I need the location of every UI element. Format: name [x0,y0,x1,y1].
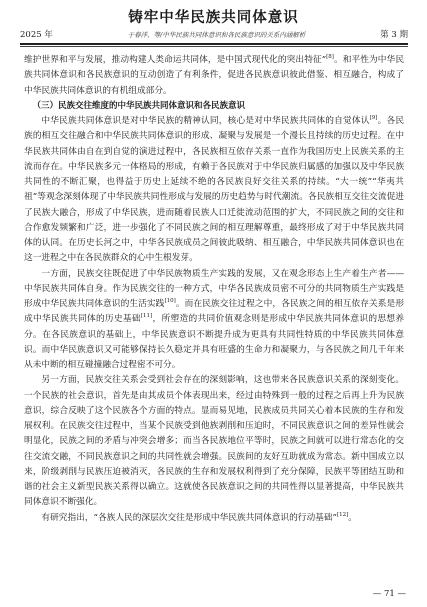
paragraph: 另一方面，民族交往关系会受到社会存在的深刻影响，这也带来各民族意识关系的深刻变化。一个民族的社会意识，首先是由其成员个体表现出来，经过由特殊到一般的过程之后再上升为民族意识，综合反映了这个民族各个方面的特点。显而易见地，民族成员共同关心着本民族的生存和发展权利。在民族交往过程中，当某个民族受到他族剥削和压迫时，不同民族意识之间的差异性就会明显化，民族之间的矛盾与冲突会增多；而当各民族地位平等时，民族之间就可以进行常态化的交往交流交融，不同民族意识之间的共同性就会增强。民族间的友好互助就成为常态。新中国成立以来，阶级剥削与民族压迫被消灭，各民族的生存和发展权利得到了充分保障，民族平等团结互助和谐的社会主义新型民族关系得以确立。这就使各民族意识之间的共同性得以显著提高，中华民族共同体意识不断强化。 [24,375,404,508]
journal-title: 铸牢中华民族共同体意识 [128,10,299,26]
running-header [20,27,408,41]
header-rule-thin [20,46,408,47]
page-number: — 71 — [372,589,406,599]
citation-ref[interactable]: [11] [140,313,153,320]
header-rule-thick [20,43,408,45]
citation-ref[interactable]: [8] [326,54,334,61]
article-body [24,53,404,526]
citation-ref[interactable]: [9] [369,115,378,122]
year-label: 2025 年 [20,30,53,40]
issue-label: 第 3 期 [380,30,408,40]
running-head: 于春洋，等/中华民族共同体意识和各民族意识的关系内涵解析 [127,30,306,39]
paragraph: 有研究指出，“各族人民的深层次交往是形成中华民族共同体意识的行动基础”[12]。 [41,511,357,523]
citation-ref[interactable]: [12] [336,511,349,518]
citation-ref[interactable]: [10] [164,298,176,305]
paragraph: 中华民族共同体意识是对中华民族的精神认同，核心是对中华民族共同体的自觉体认[9]。各民族的相互交往融合和中华民族共同体意识的形成、凝聚与发展是一个漫长且持续的历史过程。在中华民族共同体由自在到自觉的演进过程中，各民族相互依存关系一直作为我国历史上民族关系的主流而存在。中华民族多元一体格局的形成，有赖于各民族对于中华民族归属感的加强以及中华民族共同性的不断汇聚，也得益于历史上延续不绝的各民族良好交往关系的持续。“大一统”“华夷共祖”等观念深刻体现了中华民族共同性形成与发展的历史趋势与时代潮流。各民族相互交往交流促进了民族大融合，形成了中华民族，进而随着民族人口迁徙流动范围的扩大，不同民族之间的交往和合作愈发频繁和广泛，进一步强化了不同民族之间的相互理解尊重，最终形成了对于中华民族共同体的认同。在历史长河之中，中华各民族成员之间彼此吸纳、相互融合，中华民族共同体意识也在这一进程之中在各民族群众的心中生根发芽。 [24,115,405,264]
paragraph-continued: 维护世界和平与发展，推动构建人类命运共同体，是中国式现代化的突出特征”[8]。和平性为中华民族共同体意识和各民族意识的互动创造了有利条件，促进各民族意识彼此借鉴、相互融合，构成了中华民族共同体意识的有机组成部分。 [24,54,405,96]
paragraph: 一方面，民族交往既促进了中华民族物质生产实践的发展，又在观念形态上生产着生产者——中华民族共同体自身。作为民族交往的一种方式，中华各民族成员密不可分的共同物质生产实践是形成中华民族共同体意识的生活实践[10]。而在民族交往过程之中，各民族之间的相互依存关系是形成中华民族共同体的历史基础[11]，所塑造的共同价值观念则是形成中华民族共同体意识的思想养分。在各民族意识的基础上，中华民族意识不断提升成为更具有共同性特质的中华民族共同体意识。而中华民族意识又可能够保持长久稳定并具有旺盛的生命力和凝聚力，与各民族之间几千年来从未中断的相互碰撞融合过程密不可分。 [24,268,405,370]
section-heading: （三）民族交往维度的中华民族共同体意识和各民族意识 [32,100,246,111]
